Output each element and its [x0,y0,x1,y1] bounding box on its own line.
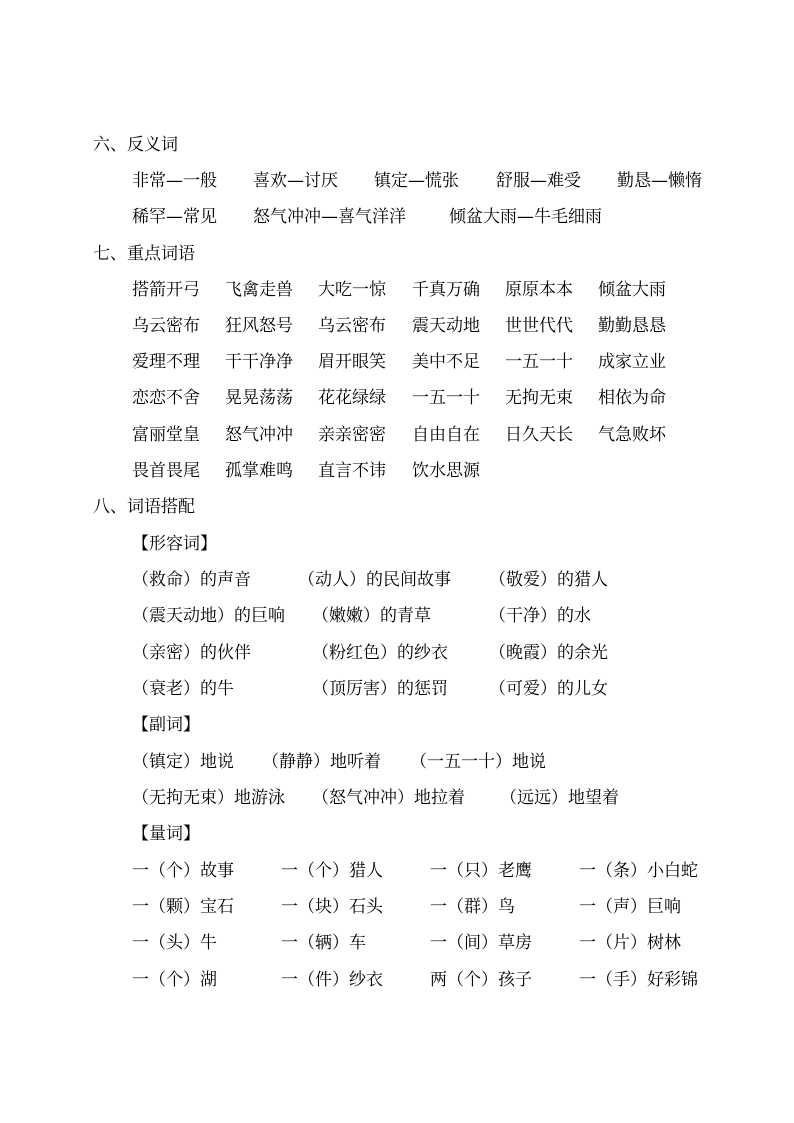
key-word: 饮水思源 [412,461,480,481]
measure-phrase: 一（个）猎人 [281,861,383,881]
measure-phrase: 一（手）好彩锦 [579,970,698,990]
antonym-pair: 镇定—慌张 [374,171,459,191]
key-word: 爱理不理 [132,352,200,372]
key-word: 富丽堂皇 [132,425,200,445]
collocation-phrase: （怒气冲冲）地拉着 [312,788,465,808]
measure-phrase: 两（个）孩子 [430,970,532,990]
measure-phrase: 一（个）故事 [132,861,234,881]
antonym-pair: 倾盆大雨—牛毛细雨 [449,207,602,227]
key-word: 亲亲密密 [318,425,386,445]
antonym-pair: 稀罕—常见 [132,207,217,227]
key-word: 直言不讳 [318,461,386,481]
collocation-phrase: （亲密）的伙伴 [132,643,251,663]
collocation-phrase: （救命）的声音 [132,570,251,590]
antonym-pair: 喜欢—讨厌 [253,171,338,191]
key-word: 世世代代 [505,316,573,336]
collocation-phrase: （敬爱）的猎人 [489,570,608,590]
key-word: 大吃一惊 [318,280,386,300]
collocation-phrase: （顶厉害）的惩罚 [312,679,448,699]
key-word: 勤勤恳恳 [598,316,666,336]
subheading-measure-words: 【量词】 [132,824,200,844]
key-word: 晃晃荡荡 [225,388,293,408]
key-word: 乌云密布 [318,316,386,336]
collocation-phrase: （震天动地）的巨响 [132,606,285,626]
key-word: 千真万确 [412,280,480,300]
key-word: 畏首畏尾 [132,461,200,481]
section-heading-antonyms: 六、反义词 [93,135,178,155]
collocation-phrase: （无拘无束）地游泳 [132,788,285,808]
collocation-phrase: （静静）地听着 [262,752,381,772]
measure-phrase: 一（条）小白蛇 [579,861,698,881]
key-word: 干干净净 [225,352,293,372]
antonym-pair: 勤恳—懒惰 [617,171,702,191]
measure-phrase: 一（间）草房 [430,933,532,953]
collocation-phrase: （一五一十）地说 [410,752,546,772]
key-word: 怒气冲冲 [225,425,293,445]
measure-phrase: 一（件）纱衣 [281,970,383,990]
measure-phrase: 一（头）牛 [132,933,217,953]
key-word: 搭箭开弓 [132,280,200,300]
key-word: 震天动地 [412,316,480,336]
key-word: 原原本本 [505,280,573,300]
key-word: 无拘无束 [505,388,573,408]
collocation-phrase: （可爱）的儿女 [489,679,608,699]
section-heading-key-words: 七、重点词语 [93,244,195,264]
collocation-phrase: （远远）地望着 [500,788,619,808]
collocation-phrase: （干净）的水 [489,606,591,626]
section-heading-collocation: 八、词语搭配 [93,497,195,517]
key-word: 一五一十 [412,388,480,408]
collocation-phrase: （粉红色）的纱衣 [312,643,448,663]
key-word: 自由自在 [412,425,480,445]
collocation-phrase: （嫩嫩）的青草 [312,606,431,626]
key-word: 恋恋不舍 [132,388,200,408]
key-word: 狂风怒号 [225,316,293,336]
key-word: 相依为命 [598,388,666,408]
key-word: 气急败坏 [598,425,666,445]
key-word: 飞禽走兽 [225,280,293,300]
key-word: 花花绿绿 [318,388,386,408]
key-word: 乌云密布 [132,316,200,336]
collocation-phrase: （晚霞）的余光 [489,643,608,663]
key-word: 孤掌难鸣 [225,461,293,481]
key-word: 倾盆大雨 [598,280,666,300]
key-word: 成家立业 [598,352,666,372]
measure-phrase: 一（片）树林 [579,933,681,953]
key-word: 日久天长 [505,425,573,445]
collocation-phrase: （动人）的民间故事 [298,570,451,590]
subheading-adjectives: 【形容词】 [132,534,217,554]
measure-phrase: 一（块）石头 [281,897,383,917]
measure-phrase: 一（只）老鹰 [430,861,532,881]
antonym-pair: 舒服—难受 [496,171,581,191]
antonym-pair: 非常—一般 [132,171,217,191]
collocation-phrase: （衰老）的牛 [132,679,234,699]
measure-phrase: 一（颗）宝石 [132,897,234,917]
antonym-pair: 怒气冲冲—喜气洋洋 [253,207,406,227]
measure-phrase: 一（群）鸟 [430,897,515,917]
key-word: 美中不足 [412,352,480,372]
measure-phrase: 一（声）巨响 [579,897,681,917]
collocation-phrase: （镇定）地说 [132,752,234,772]
subheading-adverbs: 【副词】 [132,715,200,735]
measure-phrase: 一（个）湖 [132,970,217,990]
measure-phrase: 一（辆）车 [281,933,366,953]
key-word: 眉开眼笑 [318,352,386,372]
key-word: 一五一十 [505,352,573,372]
